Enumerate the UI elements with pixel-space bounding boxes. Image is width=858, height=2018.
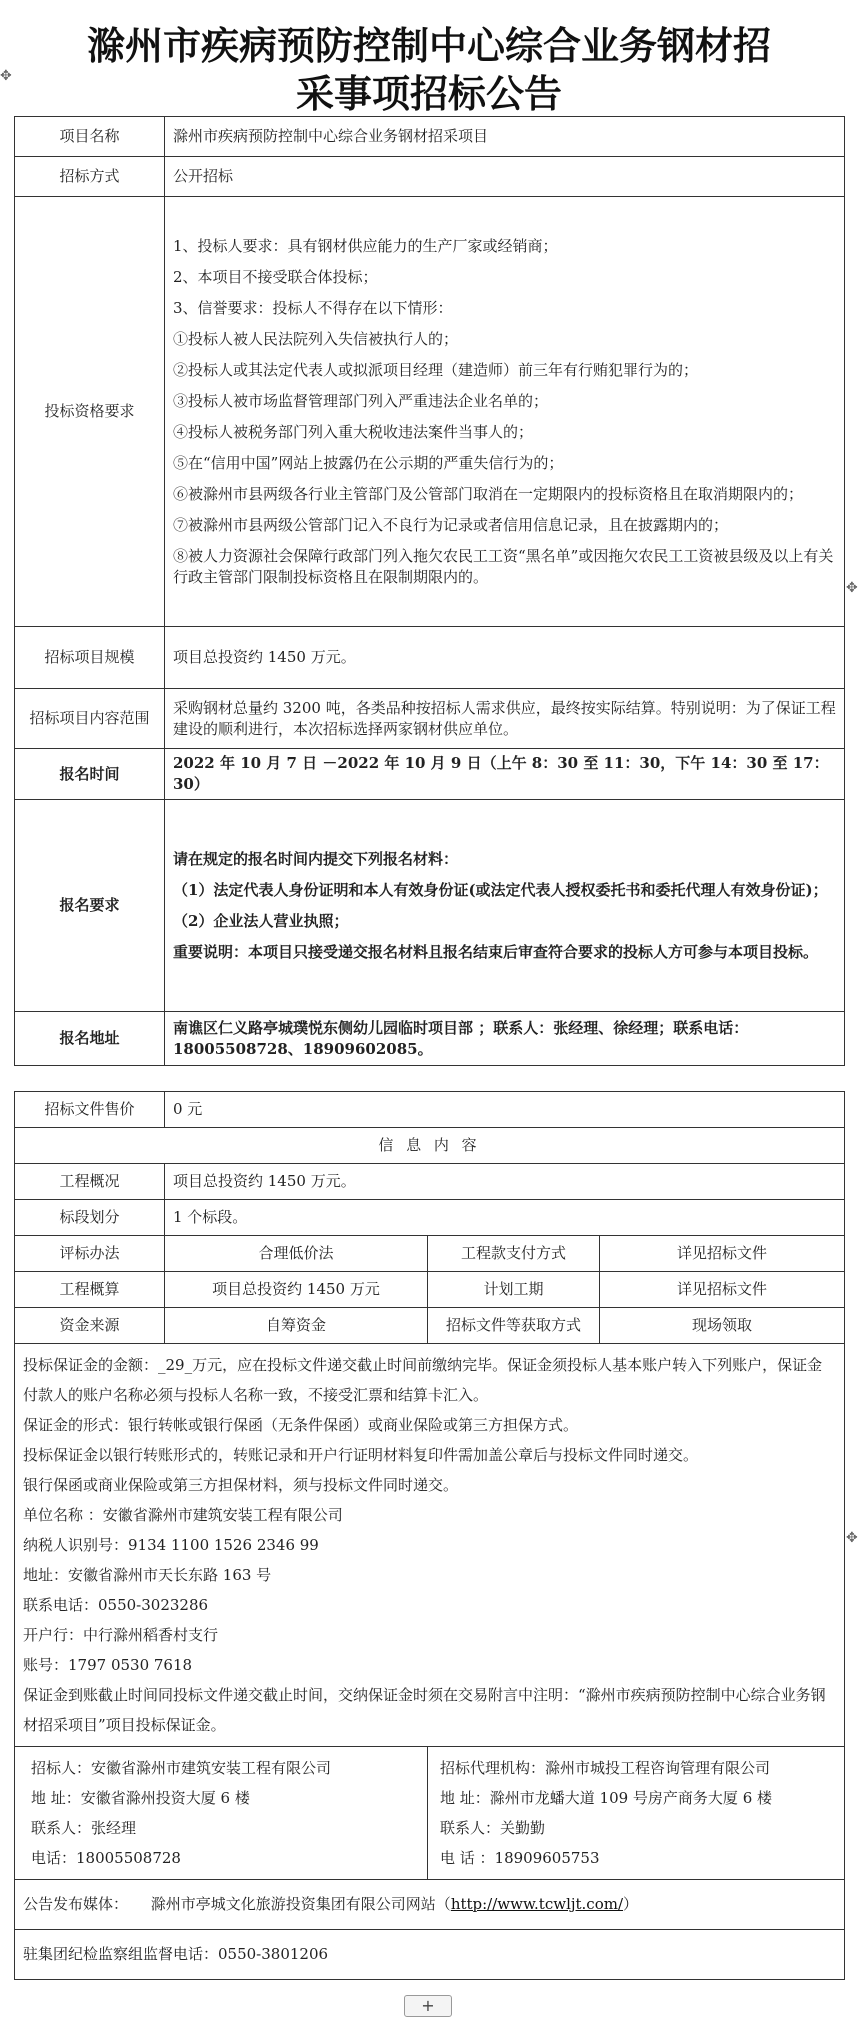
media-close: ）: [623, 1895, 639, 1913]
table-row: [15, 1930, 845, 1980]
grid-cell: 现场领取: [600, 1308, 845, 1344]
title-line-2: 采事项招标公告: [295, 71, 562, 116]
registration-requirements-label: 报名要求: [15, 800, 165, 1012]
tenderer-info: [15, 1747, 428, 1880]
table-row: [15, 1128, 845, 1164]
requirement-item: （1）法定代表人身份证明和本人有效身份证(或法定代表人授权委托书和委托代理人有效身份证)；: [173, 880, 828, 899]
grid-cell: 合理低价法: [165, 1236, 428, 1272]
deposit-line: 地址：安徽省滁州市天长东路 163 号: [23, 1566, 272, 1584]
requirement-item: 请在规定的报名时间内提交下列报名材料：: [173, 849, 459, 868]
add-row-button[interactable]: +: [404, 1995, 452, 2017]
qualification-item: ③投标人被市场监督管理部门列入严重违法企业名单的；: [173, 391, 549, 410]
supervision-phone: 驻集团纪检监察组监督电话：0550-3801206: [15, 1930, 845, 1980]
table-row: [15, 689, 845, 749]
resize-handle-icon[interactable]: ✥: [846, 580, 858, 596]
media-link[interactable]: http://www.tcwljt.com/: [450, 1895, 624, 1913]
qualification-item: 1、投标人要求：具有钢材供应能力的生产厂家或经销商；: [173, 236, 558, 255]
grid-cell: 工程概算: [15, 1272, 165, 1308]
deposit-line: 账号：1797 0530 7618: [23, 1656, 193, 1674]
grid-cell: 项目总投资约 1450 万元: [165, 1272, 428, 1308]
bid-document-table: [14, 1091, 845, 1980]
registration-requirements-list: [165, 800, 845, 1012]
agent-info: [428, 1747, 845, 1880]
table-row: [15, 1344, 845, 1747]
qualification-item: 3、信誉要求：投标人不得存在以下情形：: [173, 298, 453, 317]
method-label: 招标方式: [15, 157, 165, 197]
qualification-item: 2、本项目不接受联合体投标；: [173, 267, 378, 286]
qualification-item: ⑧被人力资源社会保障行政部门列入拖欠农民工工资“黑名单”或因拖欠农民工工资被县级及以上有关行政主管部门限制投标资格且在限制期限内的。: [173, 546, 834, 586]
media-cell: [15, 1880, 845, 1930]
tender-info-table: [14, 116, 845, 1066]
table-row: [15, 1200, 845, 1236]
table-row: [15, 1272, 845, 1308]
agent-line: 地 址：滁州市龙蟠大道 109 号房产商务大厦 6 楼: [440, 1789, 773, 1807]
deposit-line: 投标保证金以银行转账形式的，转账记录和开户行证明材料复印件需加盖公章后与投标文件同时递交。: [23, 1446, 699, 1464]
scope-value: 采购钢材总量约 3200 吨，各类品种按招标人需求供应，最终按实际结算。特别说明：为了保证工程建设的顺利进行，本次招标选择两家钢材供应单位。: [165, 689, 845, 749]
agent-line: 电 话 ：18909605753: [440, 1849, 600, 1867]
sections-value: 1 个标段。: [165, 1200, 845, 1236]
table-row: [15, 749, 845, 800]
registration-time-value: 2022 年 10 月 7 日 －2022 年 10 月 9 日（上午 8：30 至 11：30，下午 14：30 至 17：30）: [165, 749, 845, 800]
method-value: 公开招标: [165, 157, 845, 197]
move-handle-icon[interactable]: ✥: [0, 68, 12, 84]
deposit-line: 银行保函或商业保险或第三方担保材料，须与投标文件同时递交。: [23, 1476, 459, 1494]
grid-cell: 评标办法: [15, 1236, 165, 1272]
table-row: [15, 1880, 845, 1930]
grid-cell: 详见招标文件: [600, 1272, 845, 1308]
table-row: [15, 197, 845, 627]
table-row: [15, 1236, 845, 1272]
project-name-label: 项目名称: [15, 117, 165, 157]
table-row: [15, 117, 845, 157]
page-title: [0, 22, 858, 118]
requirement-item: 重要说明：本项目只接受递交报名材料且报名结束后审查符合要求的投标人方可参与本项目投标。: [173, 942, 819, 961]
scale-label: 招标项目规模: [15, 627, 165, 689]
grid-cell: 详见招标文件: [600, 1236, 845, 1272]
overview-label: 工程概况: [15, 1164, 165, 1200]
tenderer-line: 招标人：安徽省滁州市建筑安装工程有限公司: [31, 1759, 332, 1777]
grid-cell: 资金来源: [15, 1308, 165, 1344]
grid-cell: 招标文件等获取方式: [428, 1308, 600, 1344]
grid-cell: 工程款支付方式: [428, 1236, 600, 1272]
registration-address-value: 南谯区仁义路亭城璞悦东侧幼儿园临时项目部 ；联系人：张经理、徐经理；联系电话：18005508728、18909602085。: [165, 1012, 845, 1066]
grid-cell: 自筹资金: [165, 1308, 428, 1344]
qualification-item: ⑦被滁州市县两级公管部门记入不良行为记录或者信用信息记录，且在披露期内的；: [173, 515, 729, 534]
registration-time-label: 报名时间: [15, 749, 165, 800]
qualification-item: ②投标人或其法定代表人或拟派项目经理（建造师）前三年有行贿犯罪行为的；: [173, 360, 699, 379]
price-value: 0 元: [165, 1092, 845, 1128]
deposit-line: 联系电话：0550-3023286: [23, 1596, 209, 1614]
table-row: [15, 800, 845, 1012]
tenderer-line: 电话：18005508728: [31, 1849, 181, 1867]
grid-cell: 计划工期: [428, 1272, 600, 1308]
deposit-info: [15, 1344, 845, 1747]
table-row: [15, 1747, 845, 1880]
deposit-line: 纳税人识别号：9134 1100 1526 2346 99: [23, 1536, 319, 1554]
overview-value: 项目总投资约 1450 万元。: [165, 1164, 845, 1200]
deposit-line: 保证金的形式：银行转帐或银行保函（无条件保函）或商业保险或第三方担保方式。: [23, 1416, 579, 1434]
table-row: [15, 1092, 845, 1128]
tenderer-line: 地 址：安徽省滁州投资大厦 6 楼: [31, 1789, 250, 1807]
resize-handle-icon[interactable]: ✥: [846, 1530, 858, 1546]
qualification-item: ④投标人被税务部门列入重大税收违法案件当事人的；: [173, 422, 534, 441]
media-label: 公告发布媒体：: [23, 1895, 129, 1913]
qualification-label: 投标资格要求: [15, 197, 165, 627]
registration-address-label: 报名地址: [15, 1012, 165, 1066]
deposit-line: 投标保证金的金额：_29_万元，应在投标文件递交截止时间前缴纳完毕。保证金须投标人基本账户转入下列账户，保证金付款人的账户名称必须与投标人名称一致，不接受汇票和结算卡汇入。: [23, 1356, 823, 1404]
qualification-list: [165, 197, 845, 627]
table-row: [15, 1308, 845, 1344]
deposit-line: 保证金到账截止时间同投标文件递交截止时间，交纳保证金时须在交易附言中注明：“滁州市疾病预防控制中心综合业务钢材招采项目”项目投标保证金。: [23, 1686, 826, 1734]
table-row: [15, 627, 845, 689]
deposit-line: 单位名称 ：安徽省滁州市建筑安装工程有限公司: [23, 1506, 343, 1524]
qualification-item: ⑤在“信用中国”网站上披露仍在公示期的严重失信行为的；: [173, 453, 564, 472]
deposit-line: 开户行：中行滁州稻香村支行: [23, 1626, 219, 1644]
agent-line: 招标代理机构：滁州市城投工程咨询管理有限公司: [440, 1759, 771, 1777]
title-line-1: 滁州市疾病预防控制中心综合业务钢材招: [86, 23, 771, 68]
price-label: 招标文件售价: [15, 1092, 165, 1128]
info-header: 信 息 内 容: [15, 1128, 845, 1164]
agent-line: 联系人：关勤勤: [440, 1819, 546, 1837]
table-row: [15, 157, 845, 197]
tenderer-line: 联系人：张经理: [31, 1819, 137, 1837]
project-name-value: 滁州市疾病预防控制中心综合业务钢材招采项目: [165, 117, 845, 157]
table-row: [15, 1012, 845, 1066]
scale-value: 项目总投资约 1450 万元。: [165, 627, 845, 689]
qualification-item: ⑥被滁州市县两级各行业主管部门及公管部门取消在一定期限内的投标资格且在取消期限内的；: [173, 484, 804, 503]
requirement-item: （2）企业法人营业执照；: [173, 911, 349, 930]
table-row: [15, 1164, 845, 1200]
sections-label: 标段划分: [15, 1200, 165, 1236]
qualification-item: ①投标人被人民法院列入失信被执行人的；: [173, 329, 459, 348]
scope-label: 招标项目内容范围: [15, 689, 165, 749]
media-value: 滁州市亭城文化旅游投资集团有限公司网站（: [150, 1895, 451, 1913]
